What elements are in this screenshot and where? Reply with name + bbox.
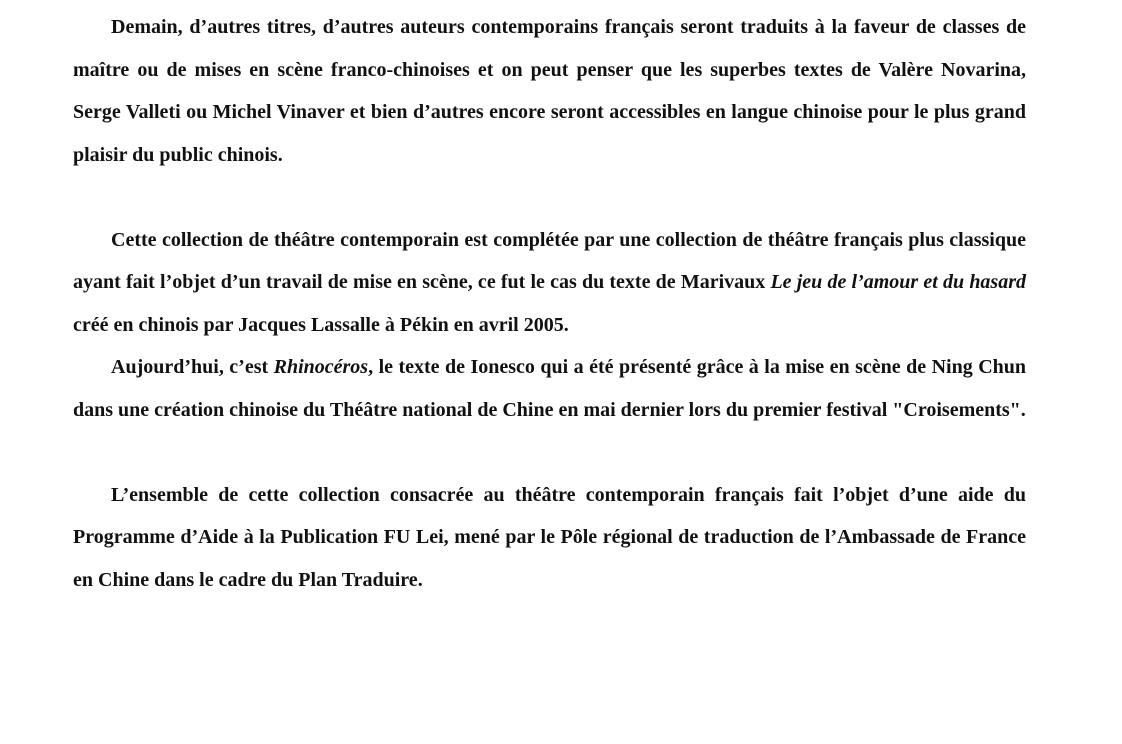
paragraph-future-translations: Demain, d’autres titres, d’autres auteurs contemporains français seront traduits à la faveur de classes de maître ou de mises en scène franco-chinoises et on peut penser que les superbes textes de Valère Novarina, Serge Valleti ou Michel Vinaver et bien d’autres encore seront accessibles en langue chinoise pour le plus grand plaisir du public chinois. — [73, 16, 1026, 166]
play-title-rhinoceros: Rhinocéros — [273, 356, 369, 378]
document-page — [73, 6, 1026, 601]
paragraph-funding: L’ensemble de cette collection consacrée au théâtre contemporain français fait l’objet d’une aide du Programme d’Aide à la Publication FU Lei, mené par le Pôle régional de traduction de l’Ambassade de France en Chine dans le cadre du Plan Traduire. — [73, 483, 1026, 591]
paragraph-text-before-title: Aujourd’hui, c’est — [111, 356, 274, 378]
paragraph-classical-collection — [73, 219, 1026, 347]
play-title-marivaux: Le jeu de l’amour et du hasard — [770, 271, 1027, 293]
paragraph-rhinoceros — [73, 346, 1026, 431]
paragraph-text-before-title: Cette collection de théâtre contemporain est complétée par une collection de théâtre français plus classique ayant fait l’objet d’un travail de mise en scène, ce fut le cas du texte de Marivaux — [73, 228, 1026, 293]
paragraph-text-after-title: , le texte de Ionesco qui a été présenté grâce à la mise en scène de Ning Chun dans une création chinoise du Théâtre national de Chine en mai dernier lors du premier festival "Croisements". — [73, 356, 1027, 421]
paragraph-text-after-title: créé en chinois par Jacques Lassalle à Pékin en avril 2005. — [73, 313, 569, 336]
